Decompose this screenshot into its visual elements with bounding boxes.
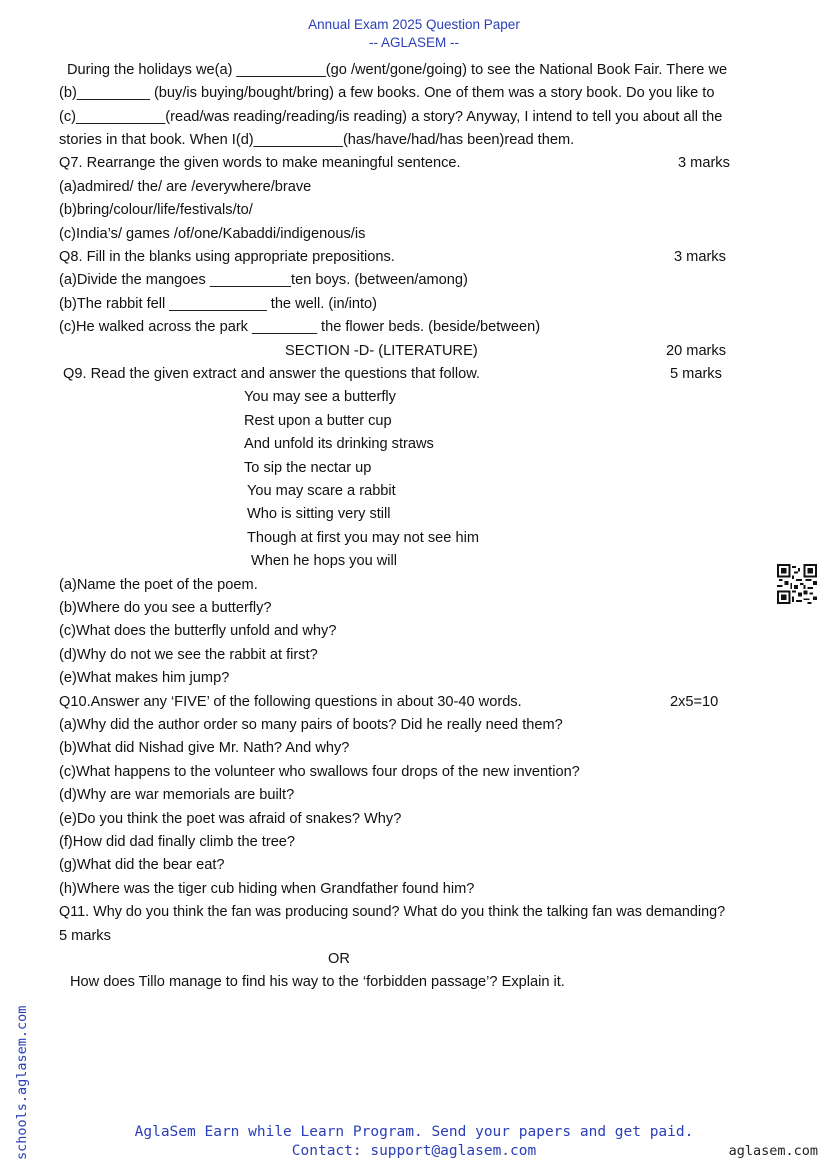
q11-title: Q11. Why do you think the fan was producing sound? What do you think the talking fan was demanding? [59, 904, 726, 920]
q10-item: (f)How did dad finally climb the tree? [59, 834, 296, 850]
q10-item: (h)Where was the tiger cub hiding when Grandfather found him? [59, 881, 475, 897]
q9-question: (d)Why do not we see the rabbit at first? [59, 647, 318, 663]
q10-item: (a)Why did the author order so many pairs of boots? Did he really need them? [59, 717, 563, 733]
passage-line: (c)___________(read/was reading/reading/is reading) a story? Anyway, I intend to tell you about all the [59, 109, 723, 125]
header-subtitle: -- AGLASEM -- [368, 35, 459, 50]
q7-title: Q7. Rearrange the given words to make meaningful sentence. [59, 155, 461, 171]
q9-question: (b)Where do you see a butterfly? [59, 600, 272, 616]
poem-line: And unfold its drinking straws [244, 436, 434, 452]
poem-line: Though at first you may not see him [247, 530, 479, 546]
footer-brand: aglasem.com [728, 1143, 818, 1159]
q10-marks: 2x5=10 [670, 694, 719, 710]
q9-title: Q9. Read the given extract and answer the questions that follow. [63, 366, 480, 382]
q11-alt: How does Tillo manage to find his way to the ‘forbidden passage’? Explain it. [70, 974, 565, 990]
q10-item: (g)What did the bear eat? [59, 857, 225, 873]
header-title: Annual Exam 2025 Question Paper [308, 17, 520, 32]
passage-line: (b)_________ (buy/is buying/bought/bring) a few books. One of them was a story book. Do you like to [59, 85, 715, 101]
passage-line: stories in that book. When I(d)___________(has/have/had/has been)read them. [59, 132, 575, 148]
q9-question: (e)What makes him jump? [59, 670, 230, 686]
poem-line: When he hops you will [251, 553, 398, 569]
qr-code [777, 564, 817, 604]
q10-item: (c)What happens to the volunteer who swallows four drops of the new invention? [59, 764, 580, 780]
q7-marks: 3 marks [678, 155, 730, 171]
q8-item: (a)Divide the mangoes __________ten boys. (between/among) [59, 272, 468, 288]
q7-item: (c)India’s/ games /of/one/Kabaddi/indigenous/is [59, 226, 366, 242]
section-d-marks: 20 marks [666, 343, 727, 359]
section-d-title: SECTION -D- (LITERATURE) [285, 343, 478, 359]
passage-line: During the holidays we(a) ___________(go /went/gone/going) to see the National Book Fair. There we [67, 62, 728, 78]
q8-item: (b)The rabbit fell ____________ the well. (in/into) [59, 296, 378, 312]
side-watermark: schools.aglasem.com [14, 1005, 30, 1160]
q11-or: OR [328, 951, 350, 967]
q10-item: (b)What did Nishad give Mr. Nath? And why? [59, 740, 350, 756]
q9-marks: 5 marks [670, 366, 722, 382]
footer-contact-link[interactable]: Contact: support@aglasem.com [291, 1143, 537, 1159]
q10-item: (e)Do you think the poet was afraid of snakes? Why? [59, 811, 402, 827]
q10-item: (d)Why are war memorials are built? [59, 787, 295, 803]
q9-question: (c)What does the butterfly unfold and why? [59, 623, 337, 639]
poem-line: You may see a butterfly [244, 389, 396, 405]
poem-line: To sip the nectar up [244, 460, 372, 476]
q8-title: Q8. Fill in the blanks using appropriate prepositions. [59, 249, 395, 265]
poem-line: You may scare a rabbit [247, 483, 396, 499]
q8-item: (c)He walked across the park ________ the flower beds. (beside/between) [59, 319, 541, 335]
q11-marks: 5 marks [59, 928, 111, 944]
poem-line: Who is sitting very still [247, 506, 391, 522]
q9-question: (a)Name the poet of the poem. [59, 577, 258, 593]
footer-program-text: AglaSem Earn while Learn Program. Send your papers and get paid. [134, 1124, 694, 1140]
q8-marks: 3 marks [674, 249, 726, 265]
poem-line: Rest upon a butter cup [244, 413, 392, 429]
q7-item: (a)admired/ the/ are /everywhere/brave [59, 179, 312, 195]
q7-item: (b)bring/colour/life/festivals/to/ [59, 202, 253, 218]
q10-title: Q10.Answer any ‘FIVE’ of the following questions in about 30-40 words. [59, 694, 522, 710]
